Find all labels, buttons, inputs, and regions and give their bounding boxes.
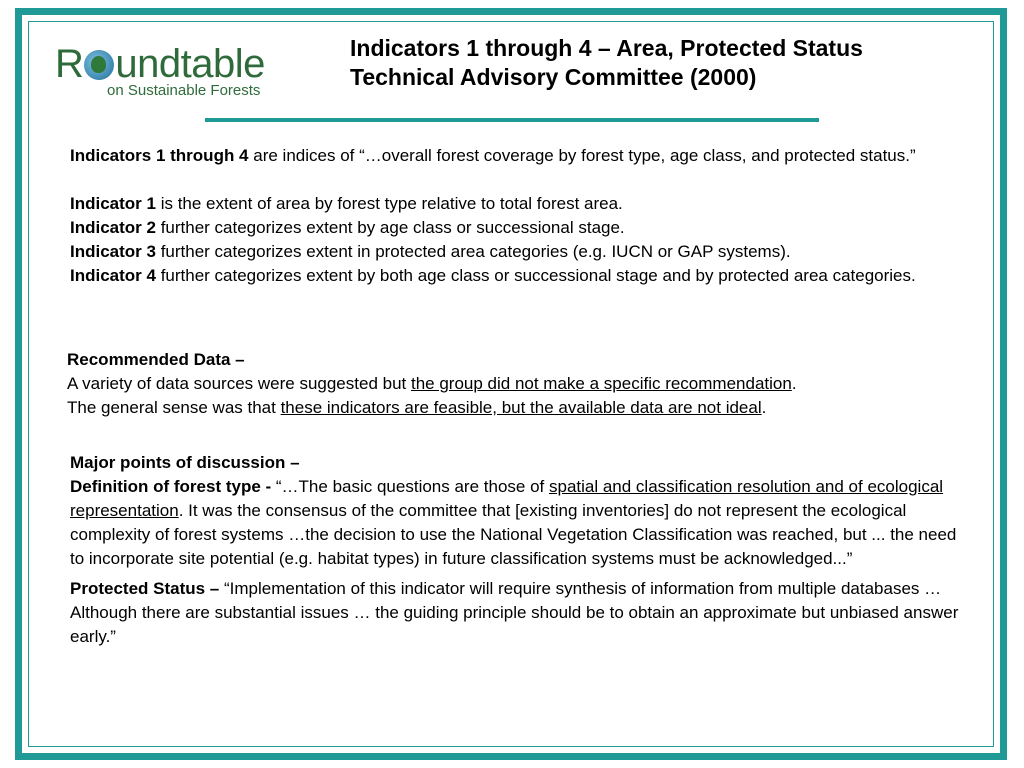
- logo-wordmark: [55, 40, 265, 88]
- recommended-line-1: [67, 372, 967, 396]
- protected-status-text: “Implementation of this indicator will require synthesis of information from multiple databases … Although there are substantial issues … the guiding principle should be to obtain an approximate but unbiased answer early.”: [70, 579, 959, 646]
- indicator-1-line: [70, 192, 970, 216]
- logo-word-rest: undtable: [115, 42, 265, 86]
- indicator-2-label: Indicator 2: [70, 218, 156, 237]
- recommended-line-2: [67, 396, 967, 420]
- title-line-1: Indicators 1 through 4 – Area, Protected Status: [350, 35, 863, 61]
- indicator-2-line: [70, 216, 970, 240]
- indicator-3-label: Indicator 3: [70, 242, 156, 261]
- forest-type-underline: spatial and classification resolution and of ecological representation: [70, 477, 944, 520]
- globe-icon: [84, 50, 114, 80]
- intro-section: [70, 144, 970, 288]
- title-line-2: Technical Advisory Committee (2000): [350, 64, 757, 90]
- protected-status-label: Protected Status –: [70, 579, 224, 598]
- recommended-line-1-end: .: [791, 374, 797, 393]
- recommended-line-2-underline: these indicators are feasible, but the available data are not ideal: [280, 398, 762, 417]
- indicator-1-text: is the extent of area by forest type relative to total forest area.: [155, 194, 623, 213]
- recommended-line-1-underline: the group did not make a specific recommendation: [410, 374, 792, 393]
- recommended-line-1-text: A variety of data sources were suggested but: [67, 374, 411, 393]
- indicator-2-text: further categorizes extent by age class or successional stage.: [155, 218, 625, 237]
- recommended-line-2-end: .: [761, 398, 767, 417]
- indicator-4-label: Indicator 4: [70, 266, 156, 285]
- recommended-data-section: [67, 348, 967, 420]
- roundtable-logo: [55, 40, 305, 100]
- indicator-4-text: further categorizes extent by both age class or successional stage and by protected area categories.: [155, 266, 916, 285]
- slide-title: [350, 34, 990, 92]
- intro-paragraph: [70, 144, 970, 168]
- forest-type-text-start: “…The basic questions are those of: [275, 477, 549, 496]
- forest-type-paragraph: [70, 475, 975, 571]
- discussion-section: [70, 451, 975, 649]
- forest-type-label: Definition of forest type -: [70, 477, 276, 496]
- intro-lead-bold: Indicators 1 through 4: [70, 146, 249, 165]
- indicator-4-line: [70, 264, 970, 288]
- discussion-heading: Major points of discussion –: [70, 453, 300, 472]
- protected-status-paragraph: [70, 577, 975, 649]
- recommended-heading: Recommended Data –: [67, 350, 245, 369]
- forest-type-text-end: . It was the consensus of the committee that [existing inventories] do not represent the ecological complexity of forest systems …the decision to use the National Vegetation Classification was reached, but ... the need to incorporate site potential (e.g. habitat types) in future classification systems must be acknowledged...”: [70, 501, 957, 568]
- intro-lead-text: are indices of “…overall forest coverage by forest type, age class, and protected status.”: [248, 146, 916, 165]
- logo-letter-r: R: [55, 42, 84, 86]
- logo-subtitle: on Sustainable Forests: [107, 82, 261, 99]
- indicator-3-text: further categorizes extent in protected area categories (e.g. IUCN or GAP systems).: [155, 242, 791, 261]
- recommended-line-2-text: The general sense was that: [67, 398, 281, 417]
- indicator-3-line: [70, 240, 970, 264]
- title-divider: [205, 118, 819, 122]
- indicator-1-label: Indicator 1: [70, 194, 156, 213]
